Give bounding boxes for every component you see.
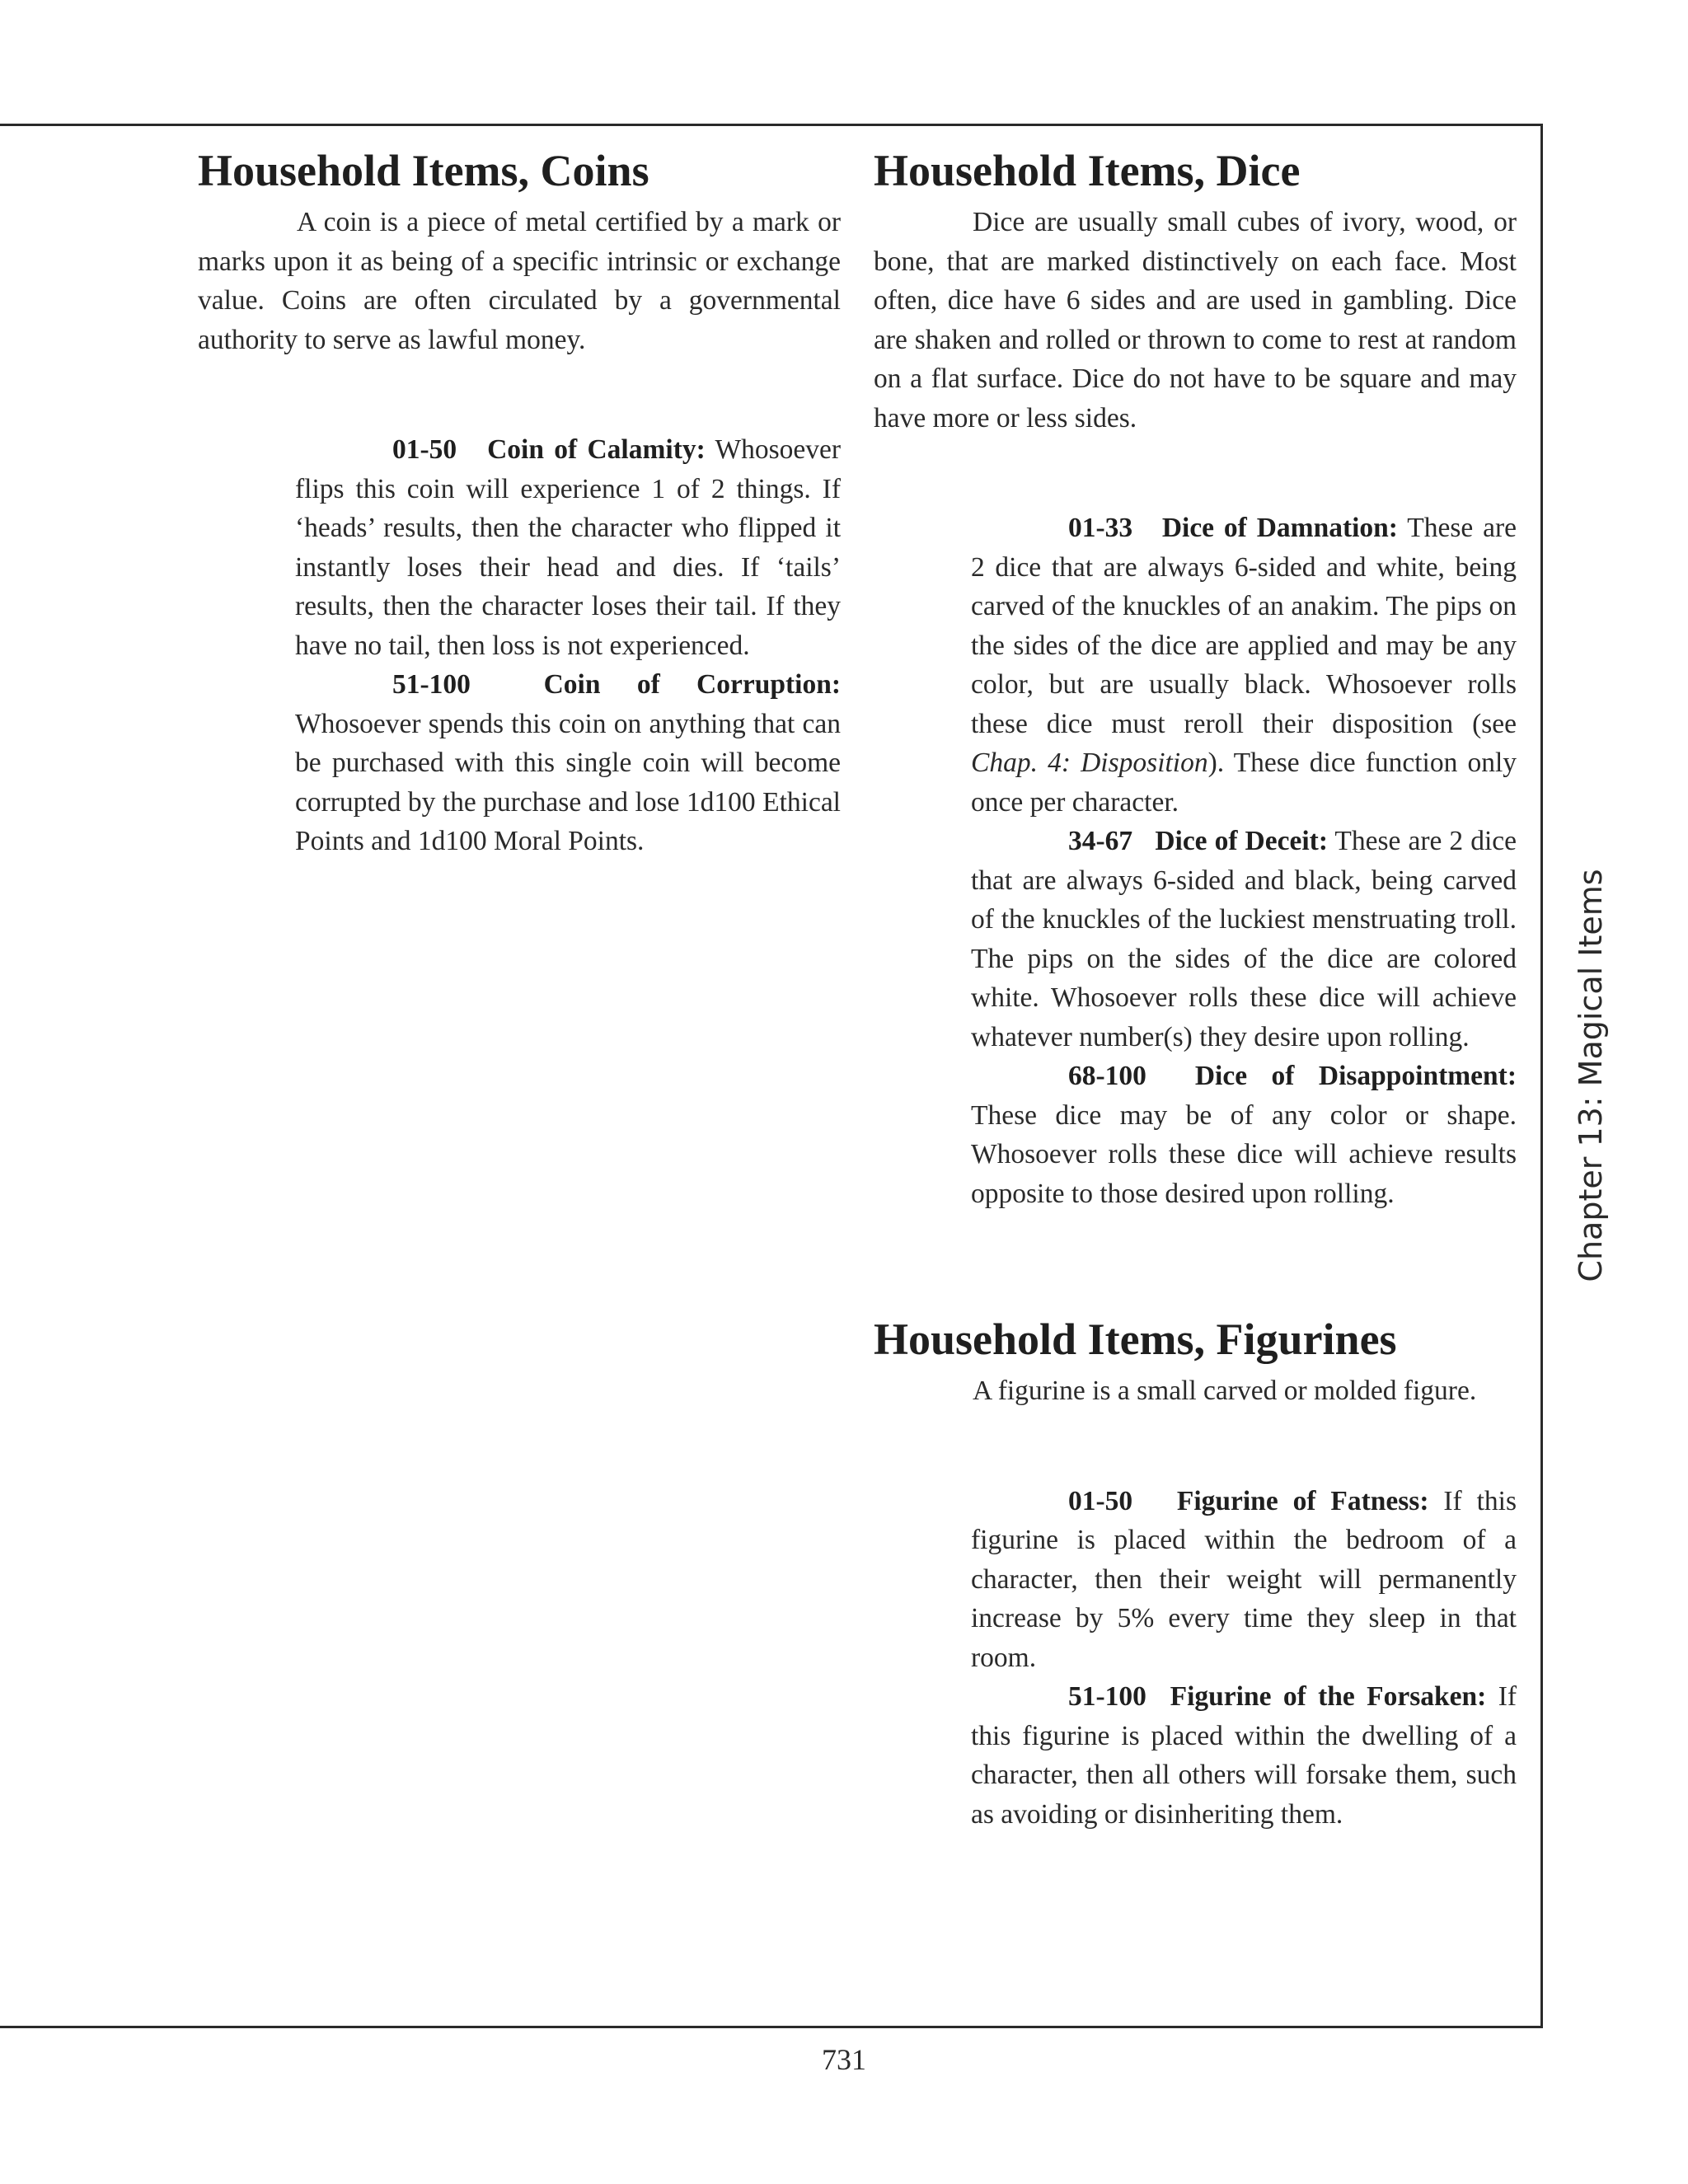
entry-dice-of-disappointment [971,1057,1517,1213]
entry-name: Coin of Calamity: [487,434,706,465]
page-frame-top-rule [0,124,1543,126]
dice-section [874,140,1517,1213]
entry-range: 01-33 [1068,513,1133,543]
entry-text: These dice may be of any color or shape. Whosoever rolls these dice will achieve results opposite to those desired upon rolling. [971,1099,1517,1209]
dice-heading: Household Items, Dice [874,146,1301,195]
entry-dice-of-deceit [971,822,1517,1057]
entry-text: Whosoever flips this coin will experience 1 of 2 things. If ‘heads’ results, then the character who flipped it instantly loses their head and dies. If ‘tails’ results, then the character loses their tail. If they have no tail, then loss is not experienced. [295,434,841,661]
entry-cross-reference: Chap. 4: Disposition [971,748,1208,778]
entry-range: 51-100 [392,669,471,700]
page-frame-bottom-rule [0,2026,1543,2028]
entry-text: If this figurine is placed within the bedroom of a character, then their weight will permanently increase by 5% every time they sleep in that room. [971,1485,1517,1673]
entry-name: Figurine of Fatness: [1176,1485,1429,1516]
entry-name: Dice of Deceit: [1155,826,1328,856]
chapter-side-label: Chapter 13: Magical Items [1573,869,1609,1282]
entry-range: 34-67 [1068,826,1133,856]
entry-range: 01-50 [1068,1485,1133,1516]
entry-text: These are 2 dice that are always 6-sided and white, being carved of the knuckles of an anakim. The pips on the sides of the dice are applied and may be any color, but are usually black. Whosoever rolls these dice must reroll their disposition (see [971,513,1517,739]
page-frame-right-rule [1540,124,1543,2027]
page-number: 731 [822,2043,866,2076]
figurines-intro: A figurine is a small carved or molded figure. [973,1376,1477,1406]
entry-figurine-of-the-forsaken [971,1677,1517,1834]
figurines-heading: Household Items, Figurines [874,1315,1397,1364]
entry-coin-of-calamity [295,430,841,665]
entry-figurine-of-fatness [971,1482,1517,1678]
entry-dice-of-damnation [971,509,1517,822]
dice-intro: Dice are usually small cubes of ivory, wood, or bone, that are marked distinctively on each face. Most often, dice have 6 sides and are used in gambling. Dice are shaken and rolled or thrown to come to rest at random on a flat surface. Dice do not have to be square and may have more or less sides. [874,207,1517,434]
entry-name: Figurine of the Forsaken: [1170,1681,1487,1712]
left-column [198,140,841,861]
coins-heading: Household Items, Coins [198,146,649,195]
entry-text: Whosoever spends this coin on anything that can be purchased with this single coin will become corrupted by the purchase and lose 1d100 Ethical Points and 1d100 Moral Points. [295,708,841,856]
entry-text-after: ). These dice function only once per character. [971,748,1517,818]
entry-text: If this figurine is placed within the dwelling of a character, then all others will forsake them, such as avoiding or disinheriting them. [971,1681,1517,1830]
coins-entries [295,430,841,861]
entry-coin-of-corruption [295,665,841,861]
entry-name: Dice of Damnation: [1161,513,1398,543]
entry-range: 51-100 [1068,1681,1146,1712]
entry-range: 01-50 [392,434,457,465]
coins-section [198,140,841,861]
dice-entries [971,509,1517,1213]
entry-range: 68-100 [1068,1061,1146,1091]
entry-name: Coin of Corruption: [543,669,842,700]
entry-name: Dice of Disappointment: [1194,1061,1517,1091]
coins-intro: A coin is a piece of metal certified by a mark or marks upon it as being of a specific intrinsic or exchange value. Coins are often circulated by a governmental authority to serve as lawful money. [198,207,841,355]
right-column [874,140,1517,1834]
figurines-section [874,1309,1517,1834]
figurines-entries [971,1482,1517,1835]
entry-text: These are 2 dice that are always 6-sided and black, being carved of the knuckles of the luckiest menstruating troll. The pips on the sides of the dice are colored white. Whosoever rolls these dice will achieve whatever number(s) they desire upon rolling. [971,826,1517,1052]
